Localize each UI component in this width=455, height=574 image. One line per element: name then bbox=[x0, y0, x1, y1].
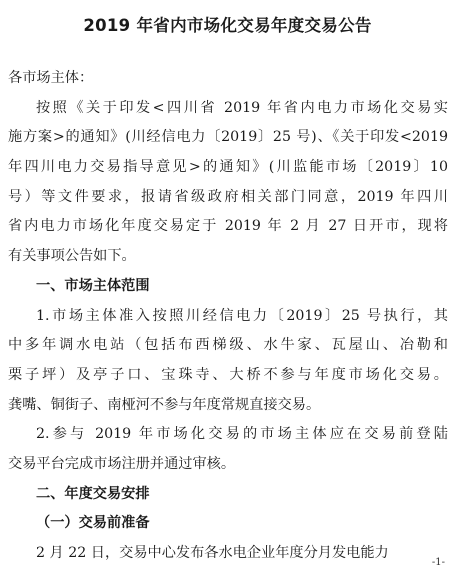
page-number: -1- bbox=[431, 557, 445, 568]
intro-line: 号）等文件要求，报请省级政府相关部门同意，2019 年四川 bbox=[8, 188, 448, 205]
intro-line: 有关事项公告如下。 bbox=[8, 248, 136, 265]
section1-item2-line: 交易平台完成市场注册并通过审核。 bbox=[8, 455, 236, 472]
document-body bbox=[8, 64, 448, 569]
section2-para-line: 2 月 22 日，交易中心发布各水电企业年度分月发电能力 bbox=[36, 545, 389, 561]
section1-item2-line: 2.参与 2019 年市场化交易的市场主体应在交易前登陆 bbox=[36, 426, 448, 443]
document-title: 2019 年省内市场化交易年度交易公告 bbox=[83, 16, 372, 35]
subsection-heading-preparation: （一）交易前准备 bbox=[36, 515, 150, 532]
section-heading-annual-arrangement: 二、年度交易安排 bbox=[36, 485, 150, 502]
salutation: 各市场主体： bbox=[8, 70, 94, 86]
intro-line: 省内电力市场化年度交易定于 2019 年 2 月 27 日开市，现将 bbox=[8, 218, 448, 235]
intro-line: 按照《关于印发<四川省 2019 年省内电力市场化交易实 bbox=[36, 99, 448, 116]
section1-item1-line: 1.市场主体准入按照川经信电力〔2019〕25 号执行，其 bbox=[36, 307, 448, 324]
intro-line: 施方案>的通知》(川经信电力〔2019〕25 号)、《关于印发<2019 bbox=[8, 129, 448, 146]
intro-line: 年四川电力交易指导意见>的通知》(川监能市场〔2019〕10 bbox=[8, 159, 448, 176]
section-heading-market-scope: 一、市场主体范围 bbox=[36, 277, 150, 294]
section1-item1-line: 栗子坪）及亭子口、宝珠寺、大桥不参与年度市场化交易。 bbox=[8, 366, 448, 383]
section1-item1-line: 龚嘴、铜街子、南桠河不参与年度常规直接交易。 bbox=[8, 396, 321, 413]
section1-item1-line: 中多年调水电站（包括布西梯级、水牛家、瓦屋山、冶勒和 bbox=[8, 337, 448, 354]
